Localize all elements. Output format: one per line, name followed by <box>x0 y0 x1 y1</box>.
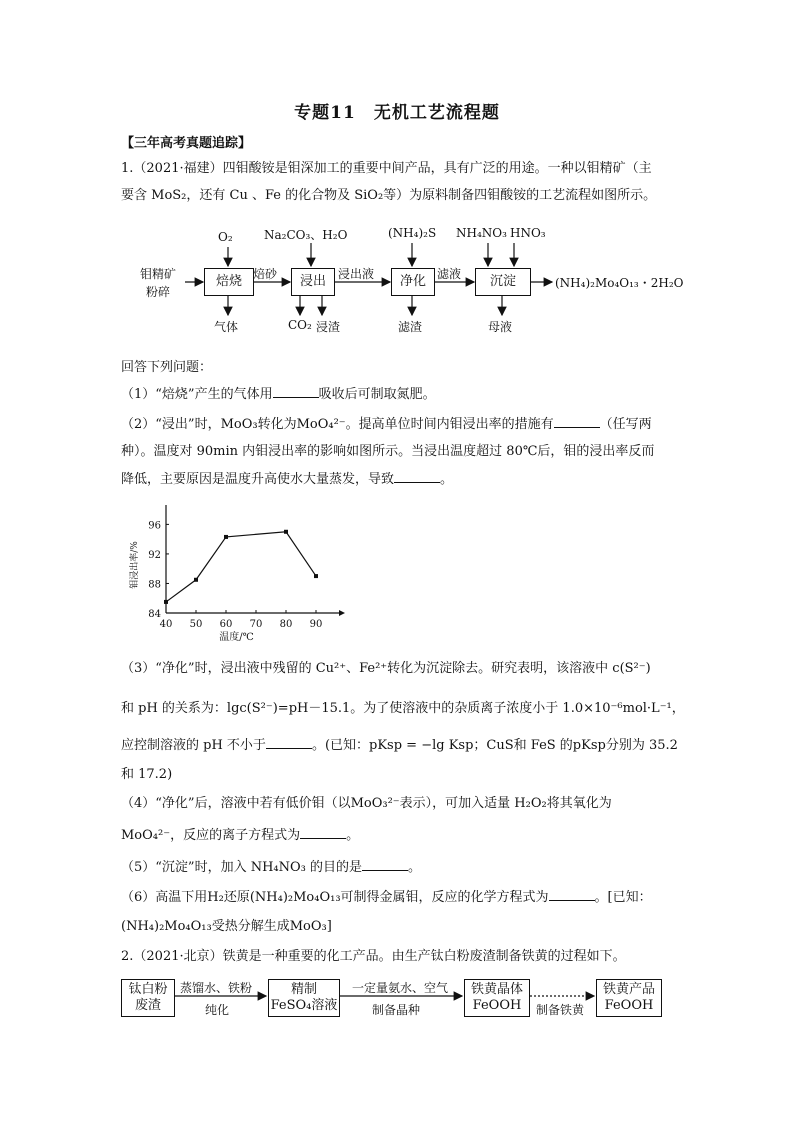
flow-co2: CO₂ <box>288 318 312 332</box>
data-point <box>194 578 198 582</box>
section-header: 【三年高考真题追踪】 <box>121 136 252 151</box>
q1-part2-line2: 种）。温度对 90min 内钼浸出率的影响如图所示。当浸出温度超过 80℃后，钼的浸出率反而 <box>121 444 655 459</box>
q2-intro: 2.（2021·北京）铁黄是一种重要的化工产品。由生产钛白粉废渣制备铁黄的过程如下。 <box>121 949 626 964</box>
flow-mother-liquor: 母液 <box>488 320 513 334</box>
flow-hno3: HNO₃ <box>510 226 546 240</box>
q1-intro-line1: 1.（2021·福建）四钼酸铵是钼深加工的重要中间产品，具有广泛的用途。一种以钼精矿（主 <box>121 161 652 176</box>
x-axis-arrow <box>339 610 345 616</box>
flow-nh4s: (NH₄)₂S <box>388 226 437 240</box>
flow-label-filtrate: 滤液 <box>437 267 462 281</box>
flow-filter-residue: 滤渣 <box>398 320 423 334</box>
data-point <box>314 574 318 578</box>
flow-label-roasted-sand: 焙砂 <box>253 267 278 281</box>
flow2-box-feso4: 精制 FeSO₄溶液 <box>268 979 340 1017</box>
flow2-box-waste: 钛白粉 废渣 <box>121 979 175 1017</box>
x-tick-label: 50 <box>189 619 203 630</box>
q1-part2-line3: 降低，主要原因是温度升高使水大量蒸发，导致 。 <box>121 472 454 487</box>
q1-part2-line1: （2）“浸出”时，MoO₃转化为MoO₄²⁻。提高单位时间内钼浸出率的措施有 （任写两 <box>121 417 652 432</box>
x-tick-label: 70 <box>249 619 263 630</box>
flow-step-leach: 浸出 <box>291 268 335 296</box>
flow2-label-1-bottom: 纯化 <box>205 1003 230 1017</box>
x-axis-label: 温度/℃ <box>219 632 254 643</box>
x-tick-label: 90 <box>309 619 323 630</box>
flow-o2: O₂ <box>218 230 233 244</box>
flow2-box-crystal: 铁黄晶体 FeOOH <box>464 979 530 1017</box>
data-point <box>164 600 168 604</box>
flow-raw: 钼精矿 <box>140 267 177 281</box>
flow-arrows <box>0 0 794 360</box>
q1-part3-line3: 应控制溶液的 pH 不小于 。(已知：pKsp = −lg Ksp；CuS和 FeS 的pKsp分别为 35.2 <box>121 738 678 753</box>
x-tick-label: 40 <box>159 619 173 630</box>
q1-part3-line2: 和 pH 的关系为：lgc(S²⁻)=pH－15.1。为了使溶液中的杂质离子浓度小于 1.0×10⁻⁶mol·L⁻¹， <box>121 701 685 716</box>
q1-intro-line2: 要含 MoS₂，还有 Cu 、Fe 的化合物及 SiO₂等）为原料制备四钼酸铵的工艺流程如图所示。 <box>121 188 657 203</box>
q1-part4-line2: MoO₄²⁻，反应的离子方程式为 。 <box>121 828 360 843</box>
x-tick-label: 80 <box>279 619 293 630</box>
page-title: 专题11 无机工艺流程题 <box>294 103 500 123</box>
flow-leach-residue: 浸渣 <box>316 320 341 334</box>
flow2-label-3-bottom: 制备铁黄 <box>536 1003 585 1017</box>
data-point <box>284 530 288 534</box>
series-line <box>166 532 316 602</box>
flow-label-leachate: 浸出液 <box>338 267 375 281</box>
flow2-label-2-top: 一定量氨水、空气 <box>352 981 449 995</box>
leach-rate-chart <box>126 505 346 645</box>
y-tick-label: 96 <box>148 520 161 532</box>
y-tick-label: 88 <box>148 579 161 591</box>
q1-part3-line1: （3）“净化”时，浸出液中残留的 Cu²⁺、Fe²⁺转化为沉淀除去。研究表明，该溶液中 c(S²⁻) <box>121 661 651 676</box>
x-tick-label: 60 <box>219 619 233 630</box>
q1-part3-line4: 和 17.2) <box>121 767 173 782</box>
flow-step-roast: 焙烧 <box>204 268 254 296</box>
q1-part5: （5）“沉淀”时，加入 NH₄NO₃ 的目的是 。 <box>121 860 422 875</box>
y-axis-label: 钼浸出率/% <box>130 541 140 589</box>
flow-na2co3: Na₂CO₃、H₂O <box>264 228 348 242</box>
q1-part6-line2: (NH₄)₂Mo₄O₁₃受热分解生成MoO₃] <box>121 919 332 934</box>
q1-prompt: 回答下列问题： <box>121 360 213 375</box>
q1-part6-line1: （6）高温下用H₂还原(NH₄)₂Mo₄O₁₃可制得金属钼，反应的化学方程式为 。[已知： <box>121 890 652 905</box>
data-point <box>224 535 228 539</box>
y-tick-label: 84 <box>148 609 161 620</box>
flow-step-purify: 净化 <box>391 268 435 296</box>
flow-step-precipitate: 沉淀 <box>475 268 531 296</box>
q1-part4-line1: （4）“净化”后，溶液中若有低价钼（以MoO₃²⁻表示），可加入适量 H₂O₂将其氧化为 <box>121 796 612 811</box>
flow2-label-2-bottom: 制备晶种 <box>372 1003 421 1017</box>
flow-nh4no3: NH₄NO₃ <box>456 226 507 240</box>
flow2-label-1-top: 蒸馏水、铁粉 <box>180 981 253 995</box>
q1-part1: （1）“焙烧”产生的气体用 吸收后可制取氮肥。 <box>121 387 436 402</box>
y-tick-label: 92 <box>148 549 161 561</box>
flow-raw2: 粉碎 <box>146 285 171 299</box>
flow2-box-product: 铁黄产品 FeOOH <box>596 979 662 1017</box>
flow-gas: 气体 <box>214 320 239 334</box>
flow-product: (NH₄)₂Mo₄O₁₃・2H₂O <box>555 276 684 290</box>
